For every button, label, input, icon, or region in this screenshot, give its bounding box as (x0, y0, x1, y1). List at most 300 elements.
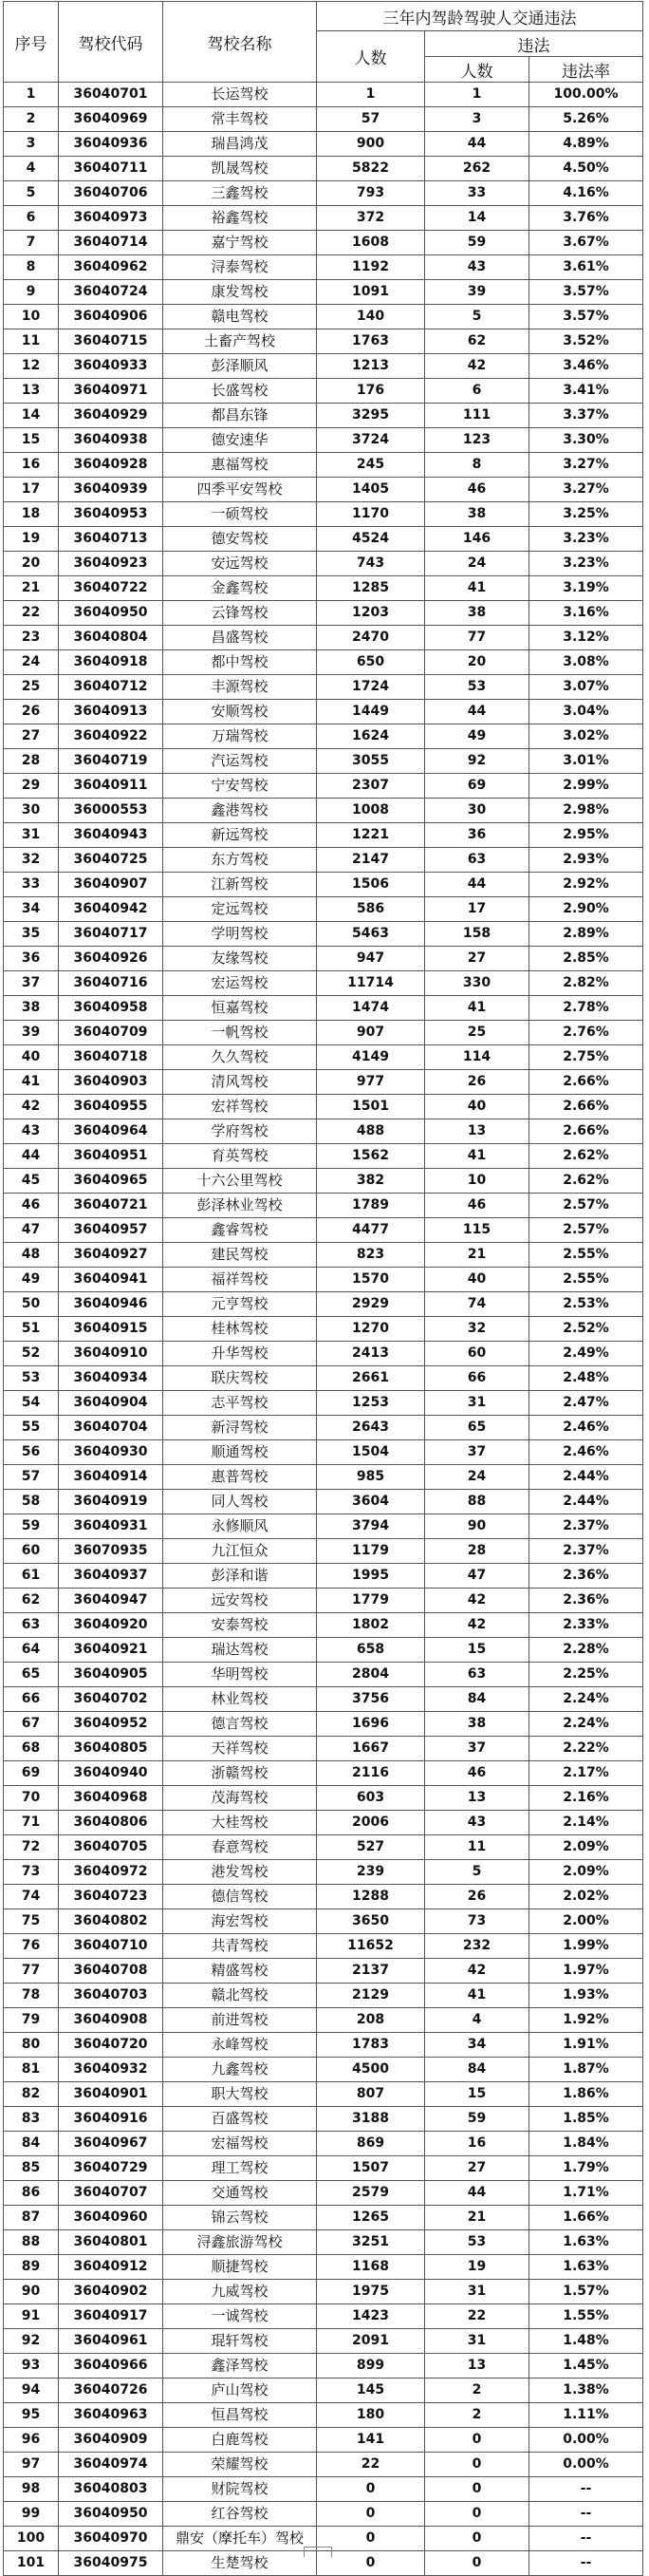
cell-people: 1179 (317, 1539, 425, 1564)
cell-seq: 14 (4, 404, 59, 428)
cell-violation-people: 84 (425, 2058, 529, 2082)
cell-people: 1507 (317, 2156, 425, 2181)
cell-violation-people: 32 (425, 1317, 529, 1342)
table-row (4, 1885, 643, 1909)
cell-seq: 81 (4, 2058, 59, 2082)
table-header (4, 2, 643, 83)
cell-seq: 74 (4, 1885, 59, 1909)
cell-name: 交通驾校 (163, 2181, 317, 2206)
cell-name: 恒嘉驾校 (163, 996, 317, 1021)
cell-code: 36040904 (59, 1391, 163, 1416)
cell-name: 土畜产驾校 (163, 329, 317, 354)
cell-seq: 63 (4, 1613, 59, 1638)
header-seq: 序号 (4, 2, 59, 83)
cell-violation-people: 44 (425, 132, 529, 157)
cell-name: 顺通驾校 (163, 1440, 317, 1465)
cell-seq: 85 (4, 2156, 59, 2181)
cell-people: 1203 (317, 601, 425, 626)
cell-seq: 88 (4, 2230, 59, 2255)
cell-name: 鑫港驾校 (163, 799, 317, 823)
cell-rate: 1.99% (529, 1934, 643, 1959)
cell-violation-people: 10 (425, 1169, 529, 1194)
cell-name: 庐山驾校 (163, 2379, 317, 2403)
cell-people: 1802 (317, 1613, 425, 1638)
cell-seq: 56 (4, 1440, 59, 1465)
cell-code: 36040712 (59, 675, 163, 700)
cell-people: 977 (317, 1070, 425, 1095)
cell-rate: 3.46% (529, 354, 643, 379)
cell-rate: 2.02% (529, 1885, 643, 1909)
cell-violation-people: 114 (425, 1045, 529, 1070)
cell-violation-people: 62 (425, 329, 529, 354)
cell-violation-people: 42 (425, 1589, 529, 1613)
cell-code: 36040704 (59, 1416, 163, 1440)
cell-violation-people: 5 (425, 1860, 529, 1885)
cell-code: 36040970 (59, 2527, 163, 2551)
cell-seq: 5 (4, 181, 59, 206)
cell-people: 2091 (317, 2329, 425, 2354)
cell-rate: 4.89% (529, 132, 643, 157)
cell-seq: 87 (4, 2206, 59, 2230)
cell-code: 36040907 (59, 873, 163, 897)
cell-code: 36040973 (59, 206, 163, 231)
cell-name: 三鑫驾校 (163, 181, 317, 206)
cell-violation-people: 24 (425, 1465, 529, 1490)
cell-rate: 2.57% (529, 1218, 643, 1243)
cell-rate: 3.23% (529, 552, 643, 576)
cell-seq: 84 (4, 2132, 59, 2156)
header-group: 三年内驾龄驾驶人交通违法 (317, 2, 643, 31)
cell-name: 长运驾校 (163, 83, 317, 107)
cell-name: 新浔驾校 (163, 1416, 317, 1440)
table-row (4, 231, 643, 255)
cell-violation-people: 15 (425, 1638, 529, 1663)
cell-people: 2137 (317, 1959, 425, 1984)
cell-people: 140 (317, 305, 425, 329)
cell-code: 36040902 (59, 2280, 163, 2304)
cell-people: 2579 (317, 2181, 425, 2206)
cell-violation-people: 92 (425, 749, 529, 774)
cell-code: 36040953 (59, 502, 163, 527)
table-row (4, 1268, 643, 1292)
cell-name: 永修顺风 (163, 1514, 317, 1539)
cell-seq: 9 (4, 280, 59, 305)
table-row (4, 1712, 643, 1737)
cell-people: 4524 (317, 527, 425, 552)
cell-seq: 94 (4, 2379, 59, 2403)
cell-violation-people: 37 (425, 1440, 529, 1465)
cell-name: 浙赣驾校 (163, 1761, 317, 1786)
cell-code: 36040910 (59, 1342, 163, 1366)
cell-name: 德安驾校 (163, 527, 317, 552)
cell-rate: 2.98% (529, 799, 643, 823)
table-row (4, 1070, 643, 1095)
cell-people: 3295 (317, 404, 425, 428)
cell-people: 2804 (317, 1663, 425, 1687)
cell-name: 宁安驾校 (163, 774, 317, 799)
cell-violation-people: 30 (425, 799, 529, 823)
cell-name: 一硕驾校 (163, 502, 317, 527)
cell-name: 鼎安（摩托车）驾校 (163, 2527, 317, 2551)
cell-people: 900 (317, 132, 425, 157)
cell-rate: -- (529, 2477, 643, 2502)
table-row (4, 1959, 643, 1984)
cell-violation-people: 24 (425, 552, 529, 576)
cell-people: 586 (317, 897, 425, 922)
cell-code: 36040915 (59, 1317, 163, 1342)
cell-rate: 3.27% (529, 478, 643, 502)
cell-people: 1 (317, 83, 425, 107)
table-row (4, 354, 643, 379)
cell-violation-people: 17 (425, 897, 529, 922)
cell-violation-people: 77 (425, 626, 529, 650)
cell-violation-people: 88 (425, 1490, 529, 1514)
cell-people: 2470 (317, 626, 425, 650)
cell-people: 1449 (317, 700, 425, 724)
cell-people: 899 (317, 2354, 425, 2379)
cell-code: 36040721 (59, 1194, 163, 1218)
cell-seq: 92 (4, 2329, 59, 2354)
cell-seq: 60 (4, 1539, 59, 1564)
cell-seq: 99 (4, 2502, 59, 2527)
table-row (4, 379, 643, 404)
cell-code: 36040940 (59, 1761, 163, 1786)
cell-code: 36040804 (59, 626, 163, 650)
cell-name: 天祥驾校 (163, 1737, 317, 1761)
cell-violation-people: 41 (425, 996, 529, 1021)
cell-name: 林业驾校 (163, 1687, 317, 1712)
cell-code: 36040911 (59, 774, 163, 799)
table-row (4, 601, 643, 626)
cell-name: 精盛驾校 (163, 1959, 317, 1984)
cell-violation-people: 2 (425, 2379, 529, 2403)
cell-people: 372 (317, 206, 425, 231)
table-row (4, 576, 643, 601)
cell-people: 1168 (317, 2255, 425, 2280)
cell-people: 239 (317, 1860, 425, 1885)
table-row (4, 1440, 643, 1465)
cell-rate: 3.57% (529, 280, 643, 305)
cell-seq: 35 (4, 922, 59, 947)
cell-people: 3055 (317, 749, 425, 774)
cell-code: 36040930 (59, 1440, 163, 1465)
cell-code: 36040960 (59, 2206, 163, 2230)
cell-violation-people: 65 (425, 1416, 529, 1440)
table-row (4, 329, 643, 354)
cell-code: 36040720 (59, 2033, 163, 2058)
cell-code: 36040805 (59, 1737, 163, 1761)
cell-seq: 69 (4, 1761, 59, 1786)
cell-name: 学明驾校 (163, 922, 317, 947)
cell-violation-people: 84 (425, 1687, 529, 1712)
table-row (4, 626, 643, 650)
cell-code: 36040726 (59, 2379, 163, 2403)
cell-people: 1562 (317, 1144, 425, 1169)
table-row (4, 2230, 643, 2255)
cell-people: 1763 (317, 329, 425, 354)
cell-people: 807 (317, 2082, 425, 2107)
cell-seq: 1 (4, 83, 59, 107)
cell-rate: 3.37% (529, 404, 643, 428)
cell-name: 定远驾校 (163, 897, 317, 922)
cell-seq: 67 (4, 1712, 59, 1737)
cell-rate: 3.07% (529, 675, 643, 700)
table-row (4, 404, 643, 428)
cell-name: 顺捷驾校 (163, 2255, 317, 2280)
cell-violation-people: 21 (425, 1243, 529, 1268)
cell-seq: 61 (4, 1564, 59, 1589)
cell-name: 远安驾校 (163, 1589, 317, 1613)
cell-people: 245 (317, 453, 425, 478)
cell-people: 1608 (317, 231, 425, 255)
table-row (4, 1366, 643, 1391)
cell-violation-people: 13 (425, 1119, 529, 1144)
cell-seq: 55 (4, 1416, 59, 1440)
cell-people: 3756 (317, 1687, 425, 1712)
cell-rate: 2.66% (529, 1119, 643, 1144)
cell-seq: 98 (4, 2477, 59, 2502)
cell-violation-people: 42 (425, 1613, 529, 1638)
cell-code: 36040715 (59, 329, 163, 354)
cell-name: 志平驾校 (163, 1391, 317, 1416)
table-row (4, 675, 643, 700)
table-row (4, 1490, 643, 1514)
cell-code: 36040967 (59, 2132, 163, 2156)
table-row (4, 2477, 643, 2502)
cell-violation-people: 28 (425, 1539, 529, 1564)
cell-rate: 2.49% (529, 1342, 643, 1366)
cell-code: 36040926 (59, 947, 163, 971)
cell-rate: 1.55% (529, 2304, 643, 2329)
cell-code: 36040905 (59, 1663, 163, 1687)
cell-code: 36040714 (59, 231, 163, 255)
cell-seq: 96 (4, 2428, 59, 2453)
cell-people: 11652 (317, 1934, 425, 1959)
cell-code: 36040968 (59, 1786, 163, 1811)
cell-seq: 3 (4, 132, 59, 157)
cell-rate: 0.00% (529, 2453, 643, 2477)
cell-people: 1192 (317, 255, 425, 280)
table-row (4, 305, 643, 329)
cell-name: 港发驾校 (163, 1860, 317, 1885)
table-row (4, 1687, 643, 1712)
cell-name: 瑞昌鸿茂 (163, 132, 317, 157)
cell-rate: 2.66% (529, 1095, 643, 1119)
cell-seq: 4 (4, 157, 59, 181)
cell-violation-people: 27 (425, 2156, 529, 2181)
cell-seq: 46 (4, 1194, 59, 1218)
cell-code: 36040946 (59, 1292, 163, 1317)
cell-violation-people: 43 (425, 255, 529, 280)
cell-code: 36040972 (59, 1860, 163, 1885)
cell-code: 36040934 (59, 1366, 163, 1391)
cell-violation-people: 41 (425, 576, 529, 601)
cell-people: 603 (317, 1786, 425, 1811)
table-row (4, 453, 643, 478)
cell-violation-people: 66 (425, 1366, 529, 1391)
cell-seq: 101 (4, 2551, 59, 2576)
cell-code: 36040941 (59, 1268, 163, 1292)
cell-people: 2643 (317, 1416, 425, 1440)
table-row (4, 181, 643, 206)
cell-violation-people: 27 (425, 947, 529, 971)
page-footer-mark (304, 2547, 332, 2557)
cell-people: 1570 (317, 1268, 425, 1292)
cell-people: 1667 (317, 1737, 425, 1761)
cell-people: 1423 (317, 2304, 425, 2329)
table-row (4, 1243, 643, 1268)
table-row (4, 1539, 643, 1564)
cell-people: 0 (317, 2502, 425, 2527)
table-row (4, 2304, 643, 2329)
cell-name: 荣耀驾校 (163, 2453, 317, 2477)
cell-seq: 77 (4, 1959, 59, 1984)
cell-people: 0 (317, 2527, 425, 2551)
cell-rate: 2.66% (529, 1070, 643, 1095)
cell-seq: 83 (4, 2107, 59, 2132)
cell-code: 36040709 (59, 1021, 163, 1045)
table-row (4, 2280, 643, 2304)
cell-seq: 22 (4, 601, 59, 626)
cell-code: 36040938 (59, 428, 163, 453)
table-row (4, 1564, 643, 1589)
cell-name: 瑞达驾校 (163, 1638, 317, 1663)
cell-seq: 44 (4, 1144, 59, 1169)
cell-violation-people: 31 (425, 2329, 529, 2354)
cell-seq: 72 (4, 1835, 59, 1860)
cell-people: 1270 (317, 1317, 425, 1342)
cell-code: 36040724 (59, 280, 163, 305)
header-rate: 违法率 (529, 57, 643, 83)
cell-name: 惠福驾校 (163, 453, 317, 478)
cell-code: 36040942 (59, 897, 163, 922)
cell-people: 658 (317, 1638, 425, 1663)
cell-seq: 51 (4, 1317, 59, 1342)
cell-people: 1288 (317, 1885, 425, 1909)
table-row (4, 107, 643, 132)
cell-violation-people: 0 (425, 2551, 529, 2576)
cell-violation-people: 14 (425, 206, 529, 231)
cell-violation-people: 0 (425, 2428, 529, 2453)
cell-name: 琨轩驾校 (163, 2329, 317, 2354)
cell-violation-people: 40 (425, 1095, 529, 1119)
cell-violation-people: 115 (425, 1218, 529, 1243)
cell-rate: 3.02% (529, 724, 643, 749)
cell-seq: 70 (4, 1786, 59, 1811)
cell-name: 江新驾校 (163, 873, 317, 897)
cell-code: 36040909 (59, 2428, 163, 2453)
cell-rate: 2.90% (529, 897, 643, 922)
cell-people: 4500 (317, 2058, 425, 2082)
cell-rate: 2.24% (529, 1712, 643, 1737)
table-row (4, 2403, 643, 2428)
cell-violation-people: 13 (425, 1786, 529, 1811)
cell-violation-people: 46 (425, 1761, 529, 1786)
cell-code: 36040913 (59, 700, 163, 724)
cell-seq: 90 (4, 2280, 59, 2304)
table-row (4, 823, 643, 848)
header-code: 驾校代码 (59, 2, 163, 83)
cell-violation-people: 31 (425, 1391, 529, 1416)
cell-violation-people: 74 (425, 1292, 529, 1317)
table-row (4, 971, 643, 996)
cell-name: 生楚驾校 (163, 2551, 317, 2576)
cell-seq: 17 (4, 478, 59, 502)
cell-name: 德言驾校 (163, 1712, 317, 1737)
cell-code: 36040958 (59, 996, 163, 1021)
cell-code: 36040955 (59, 1095, 163, 1119)
cell-name: 春意驾校 (163, 1835, 317, 1860)
cell-name: 升华驾校 (163, 1342, 317, 1366)
cell-rate: 2.57% (529, 1194, 643, 1218)
cell-violation-people: 59 (425, 2107, 529, 2132)
cell-people: 1779 (317, 1589, 425, 1613)
cell-name: 十六公里驾校 (163, 1169, 317, 1194)
cell-seq: 23 (4, 626, 59, 650)
table-row (4, 1811, 643, 1835)
cell-name: 丰源驾校 (163, 675, 317, 700)
cell-people: 2661 (317, 1366, 425, 1391)
cell-seq: 25 (4, 675, 59, 700)
header-people: 人数 (317, 31, 425, 83)
cell-name: 华明驾校 (163, 1663, 317, 1687)
cell-violation-people: 262 (425, 157, 529, 181)
table-row (4, 1589, 643, 1613)
cell-people: 2147 (317, 848, 425, 873)
table-row (4, 527, 643, 552)
cell-people: 4149 (317, 1045, 425, 1070)
cell-people: 985 (317, 1465, 425, 1490)
cell-code: 36040971 (59, 379, 163, 404)
cell-code: 36040936 (59, 132, 163, 157)
cell-name: 浔泰驾校 (163, 255, 317, 280)
cell-name: 海宏驾校 (163, 1909, 317, 1934)
table-row (4, 1860, 643, 1885)
cell-people: 1474 (317, 996, 425, 1021)
cell-seq: 58 (4, 1490, 59, 1514)
cell-code: 36040710 (59, 1934, 163, 1959)
cell-name: 桂林驾校 (163, 1317, 317, 1342)
cell-code: 36040965 (59, 1169, 163, 1194)
cell-people: 1170 (317, 502, 425, 527)
cell-people: 2413 (317, 1342, 425, 1366)
cell-rate: 1.91% (529, 2033, 643, 2058)
cell-seq: 66 (4, 1687, 59, 1712)
table-row (4, 1984, 643, 2008)
cell-name: 职大驾校 (163, 2082, 317, 2107)
cell-seq: 2 (4, 107, 59, 132)
cell-rate: 1.71% (529, 2181, 643, 2206)
cell-rate: -- (529, 2502, 643, 2527)
cell-violation-people: 37 (425, 1737, 529, 1761)
cell-rate: 3.41% (529, 379, 643, 404)
cell-violation-people: 46 (425, 478, 529, 502)
cell-code: 36040927 (59, 1243, 163, 1268)
cell-code: 36040801 (59, 2230, 163, 2255)
cell-people: 1285 (317, 576, 425, 601)
cell-seq: 78 (4, 1984, 59, 2008)
cell-rate: 2.24% (529, 1687, 643, 1712)
cell-name: 前进驾校 (163, 2008, 317, 2033)
cell-code: 36040964 (59, 1119, 163, 1144)
cell-people: 2307 (317, 774, 425, 799)
cell-people: 823 (317, 1243, 425, 1268)
cell-rate: 0.00% (529, 2428, 643, 2453)
table-row (4, 2181, 643, 2206)
cell-people: 11714 (317, 971, 425, 996)
table-row (4, 1292, 643, 1317)
table-row (4, 1786, 643, 1811)
